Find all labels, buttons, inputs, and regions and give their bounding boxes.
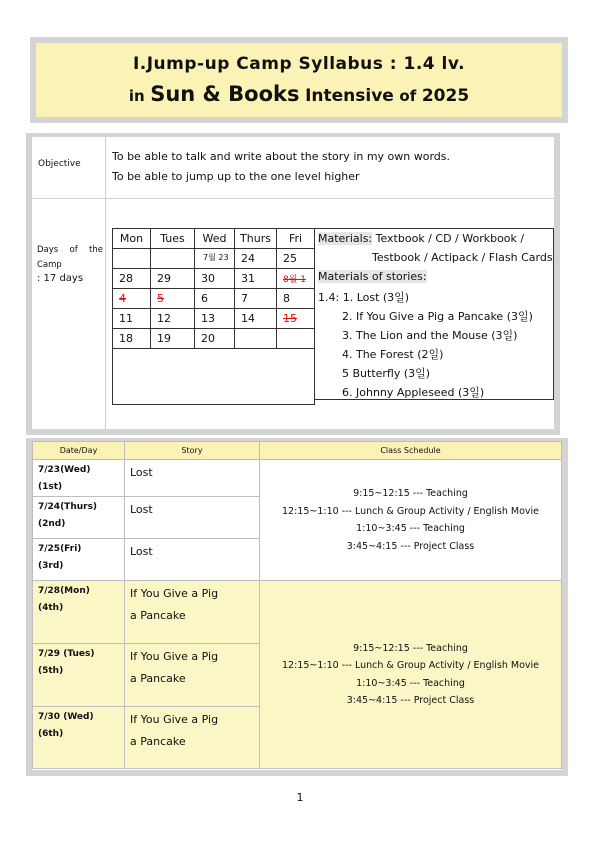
cal-day: 19	[151, 329, 195, 349]
calendar-week	[113, 309, 315, 329]
cal-day	[151, 249, 195, 269]
cal-day: 28	[113, 269, 151, 289]
cal-day: 6	[195, 289, 235, 309]
cal-day: 25	[277, 249, 315, 269]
story-item: 6. Johnny Appleseed (3일)	[342, 386, 485, 399]
holiday-date: 5	[157, 292, 164, 305]
date-cell: 7/30 (Wed) (6th)	[33, 707, 125, 769]
cal-day: 7	[235, 289, 277, 309]
header-class: Class Schedule	[260, 442, 562, 460]
calendar-empty-area	[113, 349, 315, 405]
schedule-row	[33, 581, 562, 644]
cal-day: 8	[277, 289, 315, 309]
date-cell: 7/25(Fri) (3rd)	[33, 539, 125, 581]
materials-line-2: Testbook / Actipack / Flash Cards	[372, 251, 553, 264]
document-subtitle	[129, 82, 469, 106]
cal-day	[277, 329, 315, 349]
holiday-date: 4	[119, 292, 126, 305]
date-cell: 7/23(Wed) (1st)	[33, 460, 125, 497]
cal-day: 12	[151, 309, 195, 329]
objective-section	[26, 133, 560, 435]
camp-calendar	[112, 228, 315, 405]
story-item: 3. The Lion and the Mouse (3일)	[342, 329, 518, 342]
schedule-header-row	[33, 442, 562, 460]
calendar-week	[113, 289, 315, 309]
materials-line-1: Textbook / CD / Workbook /	[375, 232, 525, 245]
subtitle-year: 2025	[421, 86, 470, 106]
story-cell: If You Give a Pig a Pancake	[125, 644, 260, 707]
cal-day: 13	[195, 309, 235, 329]
cal-day: 30	[195, 269, 235, 289]
cal-day: 11	[113, 309, 151, 329]
subtitle-of: of	[399, 87, 417, 105]
title-box	[30, 37, 568, 123]
days-label: Days of the Camp	[37, 245, 103, 270]
class-schedule-cell: 9:15~12:15 --- Teaching 12:15~1:10 --- Lunch & Group Activity / English Movie 1:10~3:45 --- Teaching 3:45~4:15 --- Project Class	[260, 460, 562, 581]
cal-day: 20	[195, 329, 235, 349]
story-cell: If You Give a Pig a Pancake	[125, 581, 260, 644]
cal-day: 24	[235, 249, 277, 269]
cal-head-wed: Wed	[195, 229, 235, 249]
calendar-header-row	[113, 229, 315, 249]
holiday-date: 8월 1	[283, 275, 307, 285]
date-cell: 7/24(Thurs) (2nd)	[33, 497, 125, 539]
objective-line-2: To be able to jump up to the one level higher	[112, 170, 360, 183]
schedule-row	[33, 460, 562, 497]
cal-day: 14	[235, 309, 277, 329]
objective-label: Objective	[38, 159, 81, 169]
schedule-table	[32, 441, 562, 769]
materials-label: Materials:	[318, 232, 373, 245]
story-cell: Lost	[125, 460, 260, 497]
cal-head-mon: Mon	[113, 229, 151, 249]
calendar-blank	[113, 349, 315, 405]
calendar-week	[113, 249, 315, 269]
materials-label-line	[318, 232, 524, 245]
class-schedule-cell: 9:15~12:15 --- Teaching 12:15~1:10 --- Lunch & Group Activity / English Movie 1:10~3:45 --- Teaching 3:45~4:15 --- Project Class	[260, 581, 562, 769]
page-number: 1	[296, 791, 304, 804]
story-item: 2. If You Give a Pig a Pancake (3일)	[342, 310, 533, 323]
cal-day	[235, 329, 277, 349]
cal-day-holiday	[113, 289, 151, 309]
story-cell: Lost	[125, 539, 260, 581]
schedule-section	[26, 438, 568, 776]
story-cell: Lost	[125, 497, 260, 539]
subtitle-brand: Sun & Books	[150, 82, 300, 106]
header-story: Story	[125, 442, 260, 460]
cal-day-holiday	[151, 289, 195, 309]
header-date: Date/Day	[33, 442, 125, 460]
story-item: 4. The Forest (2일)	[342, 348, 444, 361]
story-item: 1.4: 1. Lost (3일)	[318, 291, 410, 304]
cal-day-holiday	[277, 269, 315, 289]
date-cell: 7/29 (Tues) (5th)	[33, 644, 125, 707]
subtitle-in: in	[128, 87, 145, 105]
cal-head-thurs: Thurs	[235, 229, 277, 249]
cal-head-fri: Fri	[277, 229, 315, 249]
cal-day	[113, 249, 151, 269]
story-cell: If You Give a Pig a Pancake	[125, 707, 260, 769]
document-title: Ⅰ.Jump-up Camp Syllabus : 1.4 lv.	[132, 54, 466, 74]
cal-day: 18	[113, 329, 151, 349]
materials-box	[314, 228, 554, 400]
calendar-week	[113, 329, 315, 349]
cal-day: 7월 23	[195, 249, 235, 269]
holiday-date: 15	[283, 312, 297, 325]
objective-line-1: To be able to talk and write about the story in my own words.	[112, 150, 451, 163]
calendar-week	[113, 269, 315, 289]
objective-row	[32, 137, 554, 199]
days-count: : 17 days	[37, 273, 84, 284]
story-item: 5 Butterfly (3일)	[342, 367, 431, 380]
cal-day: 29	[151, 269, 195, 289]
subtitle-intensive: Intensive	[305, 86, 394, 106]
cal-head-tues: Tues	[151, 229, 195, 249]
cal-day: 31	[235, 269, 277, 289]
date-cell: 7/28(Mon) (4th)	[33, 581, 125, 644]
cal-day-holiday	[277, 309, 315, 329]
stories-label: Materials of stories:	[318, 270, 427, 283]
